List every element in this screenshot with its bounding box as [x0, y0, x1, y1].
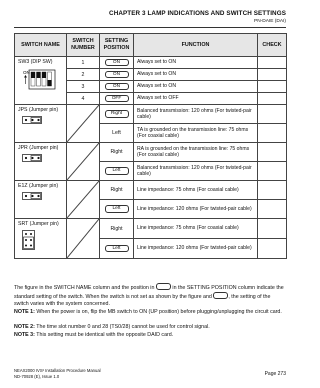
jpr-name-cell — [15, 143, 67, 181]
setting-pill: ON — [105, 59, 129, 67]
col-header-switch-name: SWITCH NAME — [15, 34, 67, 57]
sw3-number-1: 1 — [67, 57, 100, 69]
setting-text: Right — [110, 149, 123, 155]
function-text: Line impedance: 75 ohms (For coaxial cable) — [134, 219, 258, 239]
setting-text: Right — [110, 225, 123, 232]
check-cell — [258, 162, 287, 181]
number-not-applicable — [67, 181, 100, 219]
sw3-name-cell — [15, 57, 67, 105]
jumper-3pin-horizontal-icon — [22, 192, 42, 200]
check-cell — [258, 181, 287, 200]
switch-settings-table — [14, 33, 287, 259]
function-text: Always set to ON — [134, 69, 258, 81]
function-text: Line impedance: 120 ohms (For twisted-pair cable) — [134, 239, 258, 259]
function-text: Balanced transmission: 120 ohms (For twisted-pair cable) — [134, 162, 258, 181]
sw3-number-3: 3 — [67, 81, 100, 93]
sw3-number-2: 2 — [67, 69, 100, 81]
table-row — [15, 143, 287, 162]
srt-name-cell — [15, 219, 67, 259]
check-cell — [258, 239, 287, 259]
dip-switch-icon — [22, 68, 56, 90]
check-cell — [258, 69, 287, 81]
check-cell — [258, 219, 287, 239]
function-text: Always set to ON — [134, 81, 258, 93]
paragraph-part-3: , the setting of the switch varies with the system concerned. — [14, 294, 271, 308]
paragraph-part-2: in the SETTING POSITION column indicate the standard setting of the switch. When the switch is not set as shown by the figure and — [14, 285, 284, 301]
setting-pill: Left — [105, 205, 129, 213]
table-row — [15, 57, 287, 69]
check-cell — [258, 124, 287, 143]
jpr-name: JPR (Jumper pin) — [18, 145, 59, 151]
check-cell — [258, 81, 287, 93]
setting-pill: Left — [105, 245, 129, 253]
manual-issue: ND-70928 (E), Issue 1.0 — [14, 374, 60, 379]
chapter-subtitle: PN-DAIE (DAI) — [254, 19, 286, 24]
function-text: TA is grounded on the transmission line: 75 ohms (For coaxial cable) — [134, 124, 258, 143]
col-header-check: CHECK — [258, 34, 287, 57]
jps-name: JPS (Jumper pin) — [18, 107, 59, 113]
manual-title: NEAX2000 IVS² Installation Procedure Manual — [14, 368, 101, 373]
jumper-6pin-vertical-icon — [22, 230, 35, 250]
diagonal-line — [67, 105, 99, 142]
function-text: Line impedance: 75 ohms (For coaxial cable) — [134, 181, 258, 200]
table-row — [15, 181, 287, 200]
srt-name: SRT (Jumper pin) — [18, 221, 59, 227]
setting-pill: Left — [105, 167, 129, 175]
check-cell — [258, 200, 287, 219]
function-text: RA is grounded on the transmission line: 75 ohms (For coaxial cable) — [134, 143, 258, 162]
setting-text: Left — [112, 130, 121, 136]
paragraph-part-1: The figure in the SWITCH NAME column and the position in — [14, 285, 155, 291]
header-rule — [14, 27, 286, 28]
diagonal-line — [67, 143, 99, 180]
dip-on-label: ON — [23, 70, 30, 75]
table-row — [15, 219, 287, 239]
note-label: NOTE 3: — [14, 332, 35, 338]
explanation-paragraph — [14, 283, 286, 308]
note-text: The time slot number 0 and 28 (TS0/28) cannot be used for control signal. — [36, 324, 210, 330]
page-number: Page 273 — [264, 371, 286, 377]
note-label: NOTE 1: — [14, 309, 35, 315]
note-label: NOTE 2: — [14, 324, 35, 330]
setting-pill: Right — [105, 110, 129, 118]
function-text: Line impedance: 120 ohms (For twisted-pair cable) — [134, 200, 258, 219]
e1z-name: E1Z (Jumper pin) — [18, 183, 59, 189]
jps-name-cell — [15, 105, 67, 143]
sw3-name: SW3 (DIP SW) — [18, 59, 53, 65]
function-text: Balanced transmission: 120 ohms (For twisted-pair cable) — [134, 105, 258, 124]
note-2 — [14, 324, 286, 331]
note-3 — [14, 332, 286, 339]
diagonal-line — [67, 219, 99, 258]
diagonal-line — [67, 181, 99, 218]
check-cell — [258, 105, 287, 124]
setting-pill: OFF — [105, 95, 129, 103]
col-header-function: FUNCTION — [134, 34, 258, 57]
number-not-applicable — [67, 219, 100, 259]
col-header-setting-position: SETTING POSITION — [100, 34, 134, 57]
jumper-3pin-horizontal-icon — [22, 116, 42, 124]
col-header-switch-number: SWITCH NUMBER — [67, 34, 100, 57]
check-cell — [258, 143, 287, 162]
position-marker-icon — [156, 283, 171, 290]
check-cell — [258, 57, 287, 69]
jumper-3pin-horizontal-icon — [22, 154, 42, 162]
chapter-title: CHAPTER 3 LAMP INDICATIONS AND SWITCH SETTINGS — [109, 10, 286, 17]
number-not-applicable — [67, 143, 100, 181]
check-cell — [258, 93, 287, 105]
e1z-name-cell — [15, 181, 67, 219]
note-1 — [14, 309, 286, 316]
setting-text: Right — [110, 187, 123, 193]
position-marker-icon — [213, 292, 228, 299]
note-text: When the power is on, flip the MB switch to ON (UP position) before plugging/unplugging the circuit card. — [36, 309, 282, 315]
number-not-applicable — [67, 105, 100, 143]
function-text: Always set to OFF — [134, 93, 258, 105]
table-row — [15, 105, 287, 124]
setting-pill: ON — [105, 71, 129, 79]
table-header-row — [15, 34, 287, 57]
note-text: This setting must be identical with the opposite DAID card. — [36, 332, 174, 338]
sw3-number-4: 4 — [67, 93, 100, 105]
function-text: Always set to ON — [134, 57, 258, 69]
setting-pill: ON — [105, 83, 129, 91]
